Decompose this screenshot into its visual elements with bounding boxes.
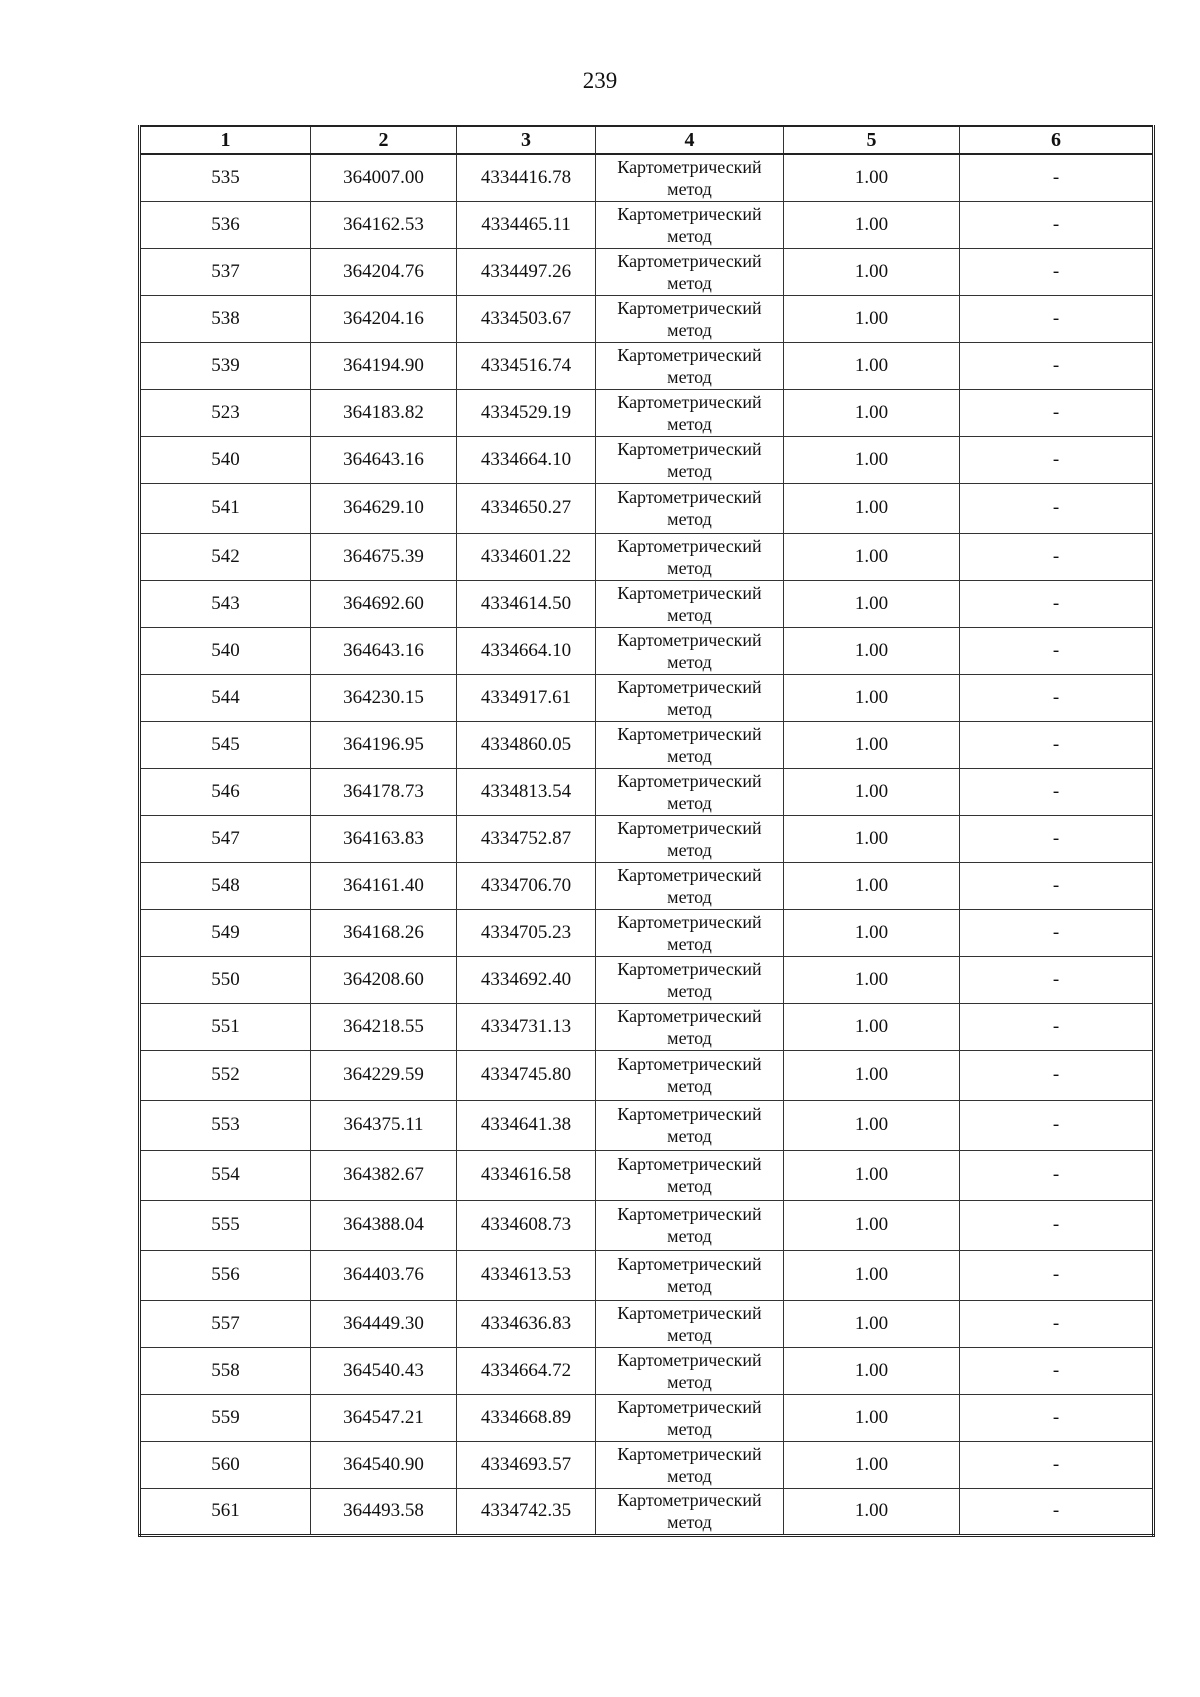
method-line-2: метод <box>667 319 712 340</box>
method-line-2: метод <box>667 1226 712 1246</box>
note-cell: - <box>960 815 1154 862</box>
x-coordinate-cell: 364547.21 <box>311 1394 457 1441</box>
accuracy-cell: 1.00 <box>784 721 960 768</box>
y-coordinate-cell: 4334731.13 <box>457 1003 596 1050</box>
note-cell: - <box>960 674 1154 721</box>
method-line-2: метод <box>667 1465 712 1486</box>
accuracy-cell: 1.00 <box>784 956 960 1003</box>
point-number-cell: 538 <box>140 295 311 342</box>
method-cell <box>596 956 784 1003</box>
point-number-cell: 540 <box>140 627 311 674</box>
x-coordinate-cell: 364218.55 <box>311 1003 457 1050</box>
y-coordinate-cell: 4334664.10 <box>457 627 596 674</box>
method-line-1: Картометрический <box>617 1204 762 1224</box>
method-cell <box>596 1300 784 1347</box>
table-body <box>140 154 1154 1535</box>
x-coordinate-cell: 364204.16 <box>311 295 457 342</box>
method-cell <box>596 1200 784 1250</box>
table-row <box>140 674 1154 721</box>
method-cell <box>596 342 784 389</box>
y-coordinate-cell: 4334616.58 <box>457 1150 596 1200</box>
x-coordinate-cell: 364183.82 <box>311 389 457 436</box>
x-coordinate-cell: 364540.90 <box>311 1441 457 1488</box>
note-cell: - <box>960 1200 1154 1250</box>
table-row <box>140 627 1154 674</box>
y-coordinate-cell: 4334608.73 <box>457 1200 596 1250</box>
note-cell: - <box>960 1150 1154 1200</box>
point-number-cell: 561 <box>140 1488 311 1535</box>
point-number-cell: 549 <box>140 909 311 956</box>
method-line-2: метод <box>667 509 712 529</box>
method-line-1: Картометрический <box>617 391 762 412</box>
accuracy-cell: 1.00 <box>784 1100 960 1150</box>
method-cell <box>596 580 784 627</box>
note-cell: - <box>960 1100 1154 1150</box>
method-line-1: Картометрический <box>617 1396 762 1417</box>
column-header: 1 <box>140 126 311 154</box>
x-coordinate-cell: 364162.53 <box>311 201 457 248</box>
method-line-1: Картометрический <box>617 1104 762 1124</box>
accuracy-cell: 1.00 <box>784 248 960 295</box>
method-cell <box>596 721 784 768</box>
y-coordinate-cell: 4334641.38 <box>457 1100 596 1150</box>
method-cell <box>596 389 784 436</box>
accuracy-cell: 1.00 <box>784 1150 960 1200</box>
method-cell <box>596 483 784 533</box>
method-cell <box>596 1003 784 1050</box>
x-coordinate-cell: 364403.76 <box>311 1250 457 1300</box>
table-row <box>140 1150 1154 1200</box>
method-line-2: метод <box>667 1371 712 1392</box>
accuracy-cell: 1.00 <box>784 768 960 815</box>
x-coordinate-cell: 364230.15 <box>311 674 457 721</box>
table-row <box>140 768 1154 815</box>
method-line-2: метод <box>667 460 712 481</box>
method-line-1: Картометрический <box>617 297 762 318</box>
method-line-2: метод <box>667 1512 712 1532</box>
table-row <box>140 248 1154 295</box>
table-row <box>140 295 1154 342</box>
method-cell <box>596 1394 784 1441</box>
method-line-1: Картометрический <box>617 487 762 507</box>
note-cell: - <box>960 436 1154 483</box>
note-cell: - <box>960 154 1154 201</box>
note-cell: - <box>960 248 1154 295</box>
point-number-cell: 523 <box>140 389 311 436</box>
method-line-2: метод <box>667 366 712 387</box>
method-line-1: Картометрический <box>617 250 762 271</box>
point-number-cell: 547 <box>140 815 311 862</box>
method-line-1: Картометрический <box>617 770 762 791</box>
method-line-2: метод <box>667 1027 712 1048</box>
point-number-cell: 553 <box>140 1100 311 1150</box>
method-line-2: метод <box>667 698 712 719</box>
note-cell: - <box>960 721 1154 768</box>
method-line-1: Картометрический <box>617 817 762 838</box>
y-coordinate-cell: 4334614.50 <box>457 580 596 627</box>
method-line-2: метод <box>667 651 712 672</box>
note-cell: - <box>960 1250 1154 1300</box>
accuracy-cell: 1.00 <box>784 815 960 862</box>
note-cell: - <box>960 1050 1154 1100</box>
y-coordinate-cell: 4334664.72 <box>457 1347 596 1394</box>
accuracy-cell: 1.00 <box>784 1250 960 1300</box>
x-coordinate-cell: 364493.58 <box>311 1488 457 1535</box>
y-coordinate-cell: 4334692.40 <box>457 956 596 1003</box>
note-cell: - <box>960 1347 1154 1394</box>
method-cell <box>596 768 784 815</box>
method-cell <box>596 674 784 721</box>
method-line-1: Картометрический <box>617 1302 762 1323</box>
column-header: 4 <box>596 126 784 154</box>
method-line-2: метод <box>667 178 712 199</box>
method-cell <box>596 201 784 248</box>
point-number-cell: 537 <box>140 248 311 295</box>
x-coordinate-cell: 364161.40 <box>311 862 457 909</box>
method-cell <box>596 1250 784 1300</box>
method-cell <box>596 909 784 956</box>
method-line-1: Картометрический <box>617 1490 762 1510</box>
method-line-1: Картометрический <box>617 344 762 365</box>
method-cell <box>596 1441 784 1488</box>
table-row <box>140 1050 1154 1100</box>
accuracy-cell: 1.00 <box>784 627 960 674</box>
point-number-cell: 556 <box>140 1250 311 1300</box>
method-line-1: Картометрический <box>617 1254 762 1274</box>
method-line-1: Картометрический <box>617 1443 762 1464</box>
note-cell: - <box>960 1488 1154 1535</box>
point-number-cell: 550 <box>140 956 311 1003</box>
method-line-2: метод <box>667 745 712 766</box>
method-line-2: метод <box>667 604 712 625</box>
point-number-cell: 543 <box>140 580 311 627</box>
note-cell: - <box>960 342 1154 389</box>
table-row <box>140 580 1154 627</box>
method-line-2: метод <box>667 886 712 907</box>
note-cell: - <box>960 1003 1154 1050</box>
x-coordinate-cell: 364629.10 <box>311 483 457 533</box>
table-row <box>140 436 1154 483</box>
x-coordinate-cell: 364007.00 <box>311 154 457 201</box>
note-cell: - <box>960 201 1154 248</box>
method-cell <box>596 815 784 862</box>
point-number-cell: 544 <box>140 674 311 721</box>
x-coordinate-cell: 364388.04 <box>311 1200 457 1250</box>
point-number-cell: 551 <box>140 1003 311 1050</box>
table-row <box>140 154 1154 201</box>
table-row <box>140 1100 1154 1150</box>
method-line-1: Картометрический <box>617 535 762 556</box>
method-cell <box>596 1347 784 1394</box>
x-coordinate-cell: 364229.59 <box>311 1050 457 1100</box>
method-line-1: Картометрический <box>617 911 762 932</box>
method-line-1: Картометрический <box>617 723 762 744</box>
column-header: 3 <box>457 126 596 154</box>
accuracy-cell: 1.00 <box>784 342 960 389</box>
note-cell: - <box>960 533 1154 580</box>
y-coordinate-cell: 4334752.87 <box>457 815 596 862</box>
table-row <box>140 1300 1154 1347</box>
point-number-cell: 560 <box>140 1441 311 1488</box>
method-line-1: Картометрический <box>617 1005 762 1026</box>
y-coordinate-cell: 4334706.70 <box>457 862 596 909</box>
table-row <box>140 1394 1154 1441</box>
accuracy-cell: 1.00 <box>784 483 960 533</box>
table-row <box>140 483 1154 533</box>
method-line-1: Картометрический <box>617 156 762 177</box>
method-cell <box>596 1100 784 1150</box>
point-number-cell: 552 <box>140 1050 311 1100</box>
method-cell <box>596 436 784 483</box>
method-line-2: метод <box>667 1324 712 1345</box>
method-line-2: метод <box>667 1126 712 1146</box>
method-line-1: Картометрический <box>617 958 762 979</box>
method-line-1: Картометрический <box>617 203 762 224</box>
point-number-cell: 541 <box>140 483 311 533</box>
point-number-cell: 554 <box>140 1150 311 1200</box>
note-cell: - <box>960 627 1154 674</box>
column-header: 2 <box>311 126 457 154</box>
accuracy-cell: 1.00 <box>784 1300 960 1347</box>
point-number-cell: 545 <box>140 721 311 768</box>
y-coordinate-cell: 4334664.10 <box>457 436 596 483</box>
x-coordinate-cell: 364449.30 <box>311 1300 457 1347</box>
accuracy-cell: 1.00 <box>784 201 960 248</box>
y-coordinate-cell: 4334529.19 <box>457 389 596 436</box>
point-number-cell: 539 <box>140 342 311 389</box>
method-line-2: метод <box>667 413 712 434</box>
method-line-2: метод <box>667 1176 712 1196</box>
x-coordinate-cell: 364643.16 <box>311 436 457 483</box>
point-number-cell: 540 <box>140 436 311 483</box>
point-number-cell: 557 <box>140 1300 311 1347</box>
method-cell <box>596 1488 784 1535</box>
y-coordinate-cell: 4334650.27 <box>457 483 596 533</box>
point-number-cell: 548 <box>140 862 311 909</box>
column-header: 6 <box>960 126 1154 154</box>
method-cell <box>596 1050 784 1100</box>
y-coordinate-cell: 4334705.23 <box>457 909 596 956</box>
x-coordinate-cell: 364382.67 <box>311 1150 457 1200</box>
note-cell: - <box>960 580 1154 627</box>
accuracy-cell: 1.00 <box>784 674 960 721</box>
y-coordinate-cell: 4334636.83 <box>457 1300 596 1347</box>
table-row <box>140 1347 1154 1394</box>
method-cell <box>596 248 784 295</box>
y-coordinate-cell: 4334860.05 <box>457 721 596 768</box>
x-coordinate-cell: 364643.16 <box>311 627 457 674</box>
point-number-cell: 558 <box>140 1347 311 1394</box>
point-number-cell: 555 <box>140 1200 311 1250</box>
x-coordinate-cell: 364178.73 <box>311 768 457 815</box>
accuracy-cell: 1.00 <box>784 909 960 956</box>
method-line-1: Картометрический <box>617 1054 762 1074</box>
accuracy-cell: 1.00 <box>784 862 960 909</box>
note-cell: - <box>960 768 1154 815</box>
method-cell <box>596 1150 784 1200</box>
y-coordinate-cell: 4334693.57 <box>457 1441 596 1488</box>
method-line-2: метод <box>667 225 712 246</box>
column-header: 5 <box>784 126 960 154</box>
accuracy-cell: 1.00 <box>784 436 960 483</box>
method-cell <box>596 627 784 674</box>
accuracy-cell: 1.00 <box>784 1347 960 1394</box>
y-coordinate-cell: 4334465.11 <box>457 201 596 248</box>
accuracy-cell: 1.00 <box>784 295 960 342</box>
x-coordinate-cell: 364196.95 <box>311 721 457 768</box>
method-line-1: Картометрический <box>617 629 762 650</box>
table-row <box>140 1200 1154 1250</box>
y-coordinate-cell: 4334813.54 <box>457 768 596 815</box>
y-coordinate-cell: 4334497.26 <box>457 248 596 295</box>
x-coordinate-cell: 364675.39 <box>311 533 457 580</box>
y-coordinate-cell: 4334668.89 <box>457 1394 596 1441</box>
table-header-row <box>140 126 1154 154</box>
y-coordinate-cell: 4334745.80 <box>457 1050 596 1100</box>
method-cell <box>596 295 784 342</box>
method-cell <box>596 533 784 580</box>
table-row <box>140 201 1154 248</box>
table-row <box>140 862 1154 909</box>
point-number-cell: 542 <box>140 533 311 580</box>
table-row <box>140 956 1154 1003</box>
point-number-cell: 536 <box>140 201 311 248</box>
method-line-2: метод <box>667 839 712 860</box>
note-cell: - <box>960 909 1154 956</box>
coordinates-table <box>138 125 1155 1537</box>
x-coordinate-cell: 364540.43 <box>311 1347 457 1394</box>
method-line-2: метод <box>667 1076 712 1096</box>
table-row <box>140 1441 1154 1488</box>
y-coordinate-cell: 4334601.22 <box>457 533 596 580</box>
x-coordinate-cell: 364163.83 <box>311 815 457 862</box>
y-coordinate-cell: 4334416.78 <box>457 154 596 201</box>
note-cell: - <box>960 1300 1154 1347</box>
table-row <box>140 389 1154 436</box>
x-coordinate-cell: 364692.60 <box>311 580 457 627</box>
accuracy-cell: 1.00 <box>784 1488 960 1535</box>
table-row <box>140 909 1154 956</box>
note-cell: - <box>960 389 1154 436</box>
table-row <box>140 721 1154 768</box>
y-coordinate-cell: 4334503.67 <box>457 295 596 342</box>
method-line-1: Картометрический <box>617 676 762 697</box>
y-coordinate-cell: 4334613.53 <box>457 1250 596 1300</box>
method-line-2: метод <box>667 1276 712 1296</box>
table-row <box>140 1003 1154 1050</box>
method-line-2: метод <box>667 557 712 578</box>
accuracy-cell: 1.00 <box>784 1003 960 1050</box>
method-line-2: метод <box>667 1418 712 1439</box>
accuracy-cell: 1.00 <box>784 1050 960 1100</box>
point-number-cell: 559 <box>140 1394 311 1441</box>
x-coordinate-cell: 364204.76 <box>311 248 457 295</box>
note-cell: - <box>960 1394 1154 1441</box>
method-line-1: Картометрический <box>617 864 762 885</box>
point-number-cell: 546 <box>140 768 311 815</box>
y-coordinate-cell: 4334917.61 <box>457 674 596 721</box>
method-line-1: Картометрический <box>617 1349 762 1370</box>
y-coordinate-cell: 4334742.35 <box>457 1488 596 1535</box>
accuracy-cell: 1.00 <box>784 1394 960 1441</box>
note-cell: - <box>960 956 1154 1003</box>
point-number-cell: 535 <box>140 154 311 201</box>
y-coordinate-cell: 4334516.74 <box>457 342 596 389</box>
method-line-1: Картометрический <box>617 1154 762 1174</box>
accuracy-cell: 1.00 <box>784 533 960 580</box>
accuracy-cell: 1.00 <box>784 154 960 201</box>
table-row <box>140 342 1154 389</box>
x-coordinate-cell: 364168.26 <box>311 909 457 956</box>
x-coordinate-cell: 364375.11 <box>311 1100 457 1150</box>
table-row <box>140 815 1154 862</box>
note-cell: - <box>960 295 1154 342</box>
x-coordinate-cell: 364194.90 <box>311 342 457 389</box>
accuracy-cell: 1.00 <box>784 580 960 627</box>
note-cell: - <box>960 1441 1154 1488</box>
method-cell <box>596 154 784 201</box>
method-line-2: метод <box>667 980 712 1001</box>
method-line-2: метод <box>667 933 712 954</box>
table-row <box>140 1488 1154 1535</box>
page-number: 239 <box>582 68 618 93</box>
x-coordinate-cell: 364208.60 <box>311 956 457 1003</box>
accuracy-cell: 1.00 <box>784 1441 960 1488</box>
accuracy-cell: 1.00 <box>784 389 960 436</box>
accuracy-cell: 1.00 <box>784 1200 960 1250</box>
method-line-2: метод <box>667 272 712 293</box>
method-cell <box>596 862 784 909</box>
method-line-1: Картометрический <box>617 438 762 459</box>
note-cell: - <box>960 483 1154 533</box>
table-row <box>140 533 1154 580</box>
method-line-2: метод <box>667 792 712 813</box>
table-row <box>140 1250 1154 1300</box>
coordinates-table-container <box>138 125 1152 1537</box>
method-line-1: Картометрический <box>617 582 762 603</box>
note-cell: - <box>960 862 1154 909</box>
